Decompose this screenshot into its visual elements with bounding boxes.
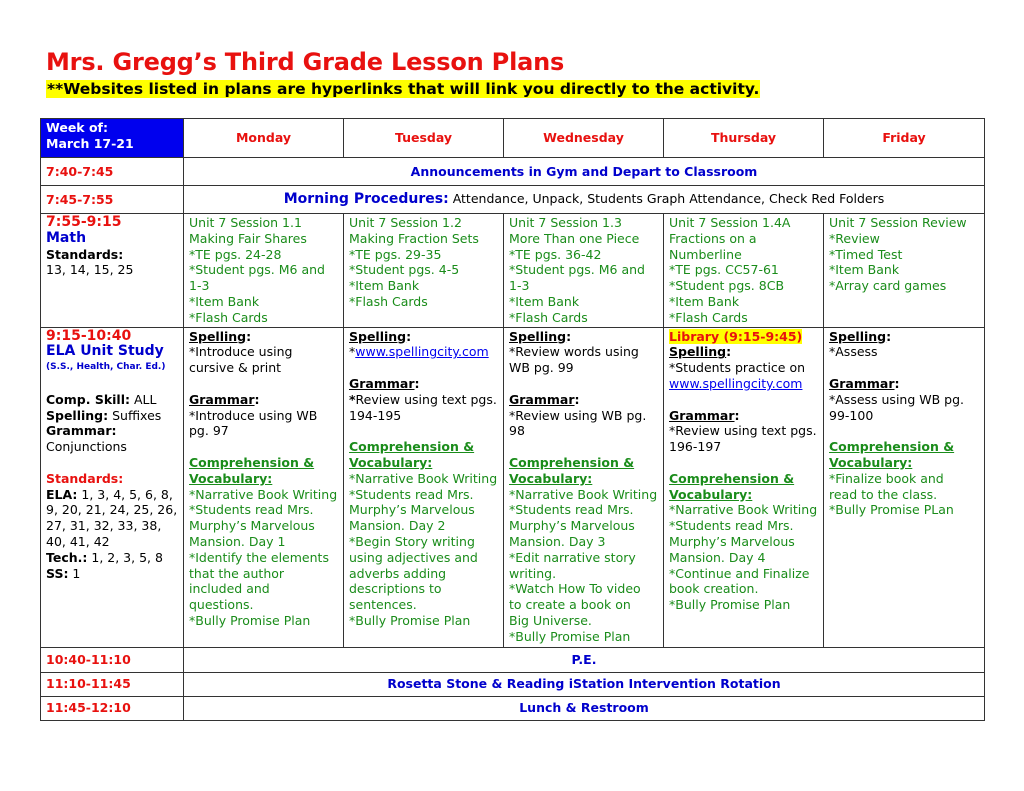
comp-skill-value: ALL bbox=[130, 391, 157, 407]
rosetta-row bbox=[41, 672, 985, 696]
plan-line: Making Fair Shares bbox=[189, 230, 307, 246]
plan-line: *Students read Mrs. bbox=[189, 502, 314, 518]
plan-line: Murphy’s Marvelous bbox=[189, 518, 315, 534]
day-header-friday: Friday bbox=[824, 119, 985, 158]
plan-line: Fractions on a bbox=[669, 230, 757, 246]
ela-info-cell bbox=[41, 327, 184, 647]
spelling-heading: Spelling bbox=[509, 328, 567, 344]
time-cell: 11:10-11:45 bbox=[41, 672, 184, 696]
plan-line: book creation. bbox=[669, 581, 759, 597]
tech-standards-values: 1, 2, 3, 5, 8 bbox=[87, 549, 163, 565]
plan-line: Unit 7 Session 1.3 bbox=[509, 215, 622, 230]
plan-line: *Student pgs. M6 and bbox=[509, 262, 645, 278]
plan-line: More Than one Piece bbox=[509, 230, 640, 246]
plan-line: Murphy’s Marvelous bbox=[509, 518, 635, 534]
announcements-text: Announcements in Gym and Depart to Classroom bbox=[184, 158, 985, 186]
plan-line: Mansion. Day 3 bbox=[509, 533, 606, 549]
comprehension-heading: Comprehension & bbox=[509, 454, 635, 470]
plan-line: *Bully Promise Plan bbox=[189, 612, 311, 628]
standards-values: 13, 14, 15, 25 bbox=[46, 262, 134, 278]
vocabulary-heading: Vocabulary: bbox=[829, 454, 913, 470]
time-cell: 11:45-12:10 bbox=[41, 696, 184, 720]
plan-line: 1-3 bbox=[509, 278, 530, 294]
ela-standards-label: ELA: bbox=[46, 486, 78, 502]
heading-colon: : bbox=[566, 328, 572, 344]
plan-line: using adjectives and bbox=[349, 549, 478, 565]
plan-line: Review using text pgs. bbox=[355, 391, 497, 407]
morning-text: Attendance, Unpack, Students Graph Attendance, Check Red Folders bbox=[448, 191, 885, 207]
plan-line: cursive & print bbox=[189, 360, 282, 376]
time-cell: 7:40-7:45 bbox=[41, 158, 184, 186]
plan-line: 194-195 bbox=[349, 407, 402, 423]
plan-line: *Introduce using WB bbox=[189, 407, 318, 423]
plan-line: *Bully Promise Plan bbox=[669, 597, 791, 613]
plan-line: to create a book on bbox=[509, 597, 631, 613]
plan-line: *Identify the elements bbox=[189, 549, 329, 565]
spellingcity-link[interactable]: www.spellingcity.com bbox=[355, 344, 489, 360]
time-cell: 10:40-11:10 bbox=[41, 647, 184, 672]
spellingcity-link[interactable]: www.spellingcity.com bbox=[669, 375, 803, 391]
ela-standards-values: 1, 3, 4, 5, 6, 8, 9, 20, 21, 24, 25, 26, 27, 31, 32, 33, 38, 40, 41, 42 bbox=[46, 486, 178, 549]
heading-colon: : bbox=[886, 328, 892, 344]
plan-line: *Review using text pgs. bbox=[669, 423, 817, 439]
plan-line: sentences. bbox=[349, 597, 417, 613]
math-monday bbox=[184, 214, 344, 328]
header-row bbox=[41, 119, 985, 158]
plan-line: 196-197 bbox=[669, 439, 722, 455]
standards-label: Standards: bbox=[46, 470, 124, 486]
standards-label: Standards: bbox=[46, 246, 124, 262]
math-row bbox=[41, 214, 985, 328]
time-cell: 7:55-9:15 bbox=[46, 214, 122, 230]
plan-line: Unit 7 Session 1.4A bbox=[669, 215, 791, 230]
plan-line: Mansion. Day 1 bbox=[189, 533, 286, 549]
math-friday bbox=[824, 214, 985, 328]
heading-colon: : bbox=[406, 328, 412, 344]
ss-standards-label: SS: bbox=[46, 565, 69, 581]
plan-line: *Item Bank bbox=[189, 293, 260, 309]
plan-line: *Flash Cards bbox=[669, 309, 748, 325]
subject-note: (S.S., Health, Char. Ed.) bbox=[46, 362, 166, 373]
plan-line: *Bully Promise PLan bbox=[829, 502, 954, 518]
plan-line: *Narrative Book Writing bbox=[349, 470, 498, 486]
vocabulary-heading: Vocabulary: bbox=[189, 470, 273, 486]
spelling-skill-value: Suffixes bbox=[108, 407, 162, 423]
plan-line: *Students practice on bbox=[669, 360, 806, 376]
plan-line: Mansion. Day 4 bbox=[669, 549, 766, 565]
plan-line: *Narrative Book Writing bbox=[189, 486, 338, 502]
grammar-skill-label: Grammar: bbox=[46, 423, 117, 439]
plan-line: *Finalize book and bbox=[829, 470, 944, 486]
announcements-row bbox=[41, 158, 985, 186]
time-cell: 7:45-7:55 bbox=[41, 186, 184, 214]
plan-line: Unit 7 Session 1.2 bbox=[349, 215, 462, 230]
time-cell: 9:15-10:40 bbox=[46, 327, 132, 344]
day-header-tuesday: Tuesday bbox=[344, 119, 504, 158]
plan-line: *Bully Promise Plan bbox=[349, 612, 471, 628]
plan-line: *Item Bank bbox=[829, 262, 900, 278]
plan-line: *Students read Mrs. bbox=[509, 502, 634, 518]
plan-line: that the author bbox=[189, 565, 285, 581]
plan-line: *Item Bank bbox=[349, 278, 420, 294]
bullet-star: * bbox=[349, 391, 356, 407]
morning-label: Morning Procedures: bbox=[283, 191, 449, 208]
plan-line: descriptions to bbox=[349, 581, 442, 597]
plan-line: questions. bbox=[189, 597, 254, 613]
plan-line: *Item Bank bbox=[669, 293, 740, 309]
grammar-skill-value: Conjunctions bbox=[46, 439, 127, 455]
ela-monday bbox=[184, 327, 344, 647]
day-header-monday: Monday bbox=[184, 119, 344, 158]
pe-text: P.E. bbox=[184, 647, 985, 672]
plan-line: *TE pgs. 36-42 bbox=[509, 246, 602, 262]
plan-line: *Assess bbox=[829, 344, 878, 360]
plan-line: 99-100 bbox=[829, 407, 874, 423]
ela-thursday bbox=[664, 327, 824, 647]
library-badge: Library (9:15-9:45) bbox=[669, 328, 803, 344]
heading-colon: : bbox=[254, 391, 260, 407]
heading-colon: : bbox=[246, 328, 252, 344]
tech-standards-label: Tech.: bbox=[46, 549, 88, 565]
plan-line: *Introduce using bbox=[189, 344, 293, 360]
plan-line: *Flash Cards bbox=[509, 309, 588, 325]
plan-line: *Item Bank bbox=[509, 293, 580, 309]
vocabulary-heading: Vocabulary: bbox=[509, 470, 593, 486]
comprehension-heading: Comprehension & bbox=[669, 470, 795, 486]
ela-wednesday bbox=[504, 327, 664, 647]
plan-line: *Student pgs. 8CB bbox=[669, 278, 785, 294]
spelling-heading: Spelling bbox=[349, 328, 407, 344]
plan-line: WB pg. 99 bbox=[509, 360, 574, 376]
bullet-star: * bbox=[349, 344, 356, 360]
plan-line: Unit 7 Session 1.1 bbox=[189, 215, 302, 230]
heading-colon: : bbox=[894, 375, 900, 391]
comprehension-heading: Comprehension & bbox=[189, 454, 315, 470]
page-title: Mrs. Gregg’s Third Grade Lesson Plans bbox=[46, 48, 565, 76]
plan-line: included and bbox=[189, 581, 270, 597]
plan-line: *Review words using bbox=[509, 344, 639, 360]
grammar-heading: Grammar bbox=[189, 391, 255, 407]
ela-friday bbox=[824, 327, 985, 647]
lesson-plan-table bbox=[40, 118, 985, 721]
day-header-wednesday: Wednesday bbox=[504, 119, 664, 158]
morning-row bbox=[41, 186, 985, 214]
ela-row bbox=[41, 327, 985, 647]
plan-line: *Continue and Finalize bbox=[669, 565, 810, 581]
plan-line: *TE pgs. CC57-61 bbox=[669, 262, 779, 278]
plan-line: *TE pgs. 29-35 bbox=[349, 246, 442, 262]
plan-line: Mansion. Day 2 bbox=[349, 518, 446, 534]
math-wednesday bbox=[504, 214, 664, 328]
plan-line: *Narrative Book Writing bbox=[669, 502, 818, 518]
comp-skill-label: Comp. Skill: bbox=[46, 391, 131, 407]
plan-line: *Watch How To video bbox=[509, 581, 641, 597]
plan-line: *Students read Mrs. bbox=[349, 486, 474, 502]
page-subtitle: **Websites listed in plans are hyperlinks that will link you directly to the activity. bbox=[47, 80, 760, 98]
plan-line: *Student pgs. 4-5 bbox=[349, 262, 460, 278]
plan-line: *Students read Mrs. bbox=[669, 518, 794, 534]
heading-colon: : bbox=[414, 375, 420, 391]
rosetta-text: Rosetta Stone & Reading iStation Intervention Rotation bbox=[184, 672, 985, 696]
subject-title: ELA Unit Study bbox=[46, 343, 164, 360]
plan-line: read to the class. bbox=[829, 486, 938, 502]
plan-line: *Begin Story writing bbox=[349, 533, 475, 549]
plan-line: *TE pgs. 24-28 bbox=[189, 246, 282, 262]
plan-line: writing. bbox=[509, 565, 557, 581]
plan-line: *Student pgs. M6 and bbox=[189, 262, 325, 278]
plan-line: adverbs adding bbox=[349, 565, 447, 581]
plan-line: 1-3 bbox=[189, 278, 210, 294]
plan-line: *Assess using WB pg. bbox=[829, 391, 965, 407]
plan-line: Big Universe. bbox=[509, 612, 592, 628]
comprehension-heading: Comprehension & bbox=[829, 439, 955, 455]
heading-colon: : bbox=[574, 391, 580, 407]
plan-line: *Edit narrative story bbox=[509, 549, 636, 565]
comprehension-heading: Comprehension & bbox=[349, 439, 475, 455]
spelling-heading: Spelling bbox=[829, 328, 887, 344]
lunch-text: Lunch & Restroom bbox=[184, 696, 985, 720]
vocabulary-heading: Vocabulary: bbox=[669, 486, 753, 502]
pe-row bbox=[41, 647, 985, 672]
plan-line: *Array card games bbox=[829, 278, 947, 294]
ela-tuesday bbox=[344, 327, 504, 647]
math-thursday bbox=[664, 214, 824, 328]
plan-line: *Timed Test bbox=[829, 246, 903, 262]
day-header-thursday: Thursday bbox=[664, 119, 824, 158]
week-label: Week of: bbox=[46, 120, 108, 135]
plan-line: *Bully Promise Plan bbox=[509, 628, 631, 644]
plan-line: Murphy’s Marvelous bbox=[669, 533, 795, 549]
grammar-heading: Grammar bbox=[829, 375, 895, 391]
heading-colon: : bbox=[734, 407, 740, 423]
plan-line: *Review using WB pg. bbox=[509, 407, 647, 423]
plan-line: *Flash Cards bbox=[189, 309, 268, 325]
plan-line: Unit 7 Session Review bbox=[829, 215, 967, 230]
vocabulary-heading: Vocabulary: bbox=[349, 454, 433, 470]
plan-line: *Narrative Book Writing bbox=[509, 486, 658, 502]
plan-line: Numberline bbox=[669, 246, 742, 262]
plan-line: Murphy’s Marvelous bbox=[349, 502, 475, 518]
ss-standards-values: 1 bbox=[68, 565, 81, 581]
math-tuesday bbox=[344, 214, 504, 328]
plan-line: *Flash Cards bbox=[349, 293, 428, 309]
math-info-cell bbox=[41, 214, 184, 328]
heading-colon: : bbox=[726, 344, 732, 360]
plan-line: pg. 97 bbox=[189, 423, 229, 439]
spelling-skill-label: Spelling: bbox=[46, 407, 109, 423]
grammar-heading: Grammar bbox=[349, 375, 415, 391]
grammar-heading: Grammar bbox=[669, 407, 735, 423]
week-of-cell bbox=[41, 119, 184, 158]
plan-line: *Review bbox=[829, 230, 880, 246]
spelling-heading: Spelling bbox=[189, 328, 247, 344]
plan-line: Making Fraction Sets bbox=[349, 230, 479, 246]
week-date: March 17-21 bbox=[46, 135, 134, 151]
grammar-heading: Grammar bbox=[509, 391, 575, 407]
spelling-heading: Spelling bbox=[669, 344, 727, 360]
plan-line: 98 bbox=[509, 423, 525, 439]
lunch-row bbox=[41, 696, 985, 720]
morning-procedures bbox=[184, 186, 985, 214]
subject-title: Math bbox=[46, 229, 87, 246]
